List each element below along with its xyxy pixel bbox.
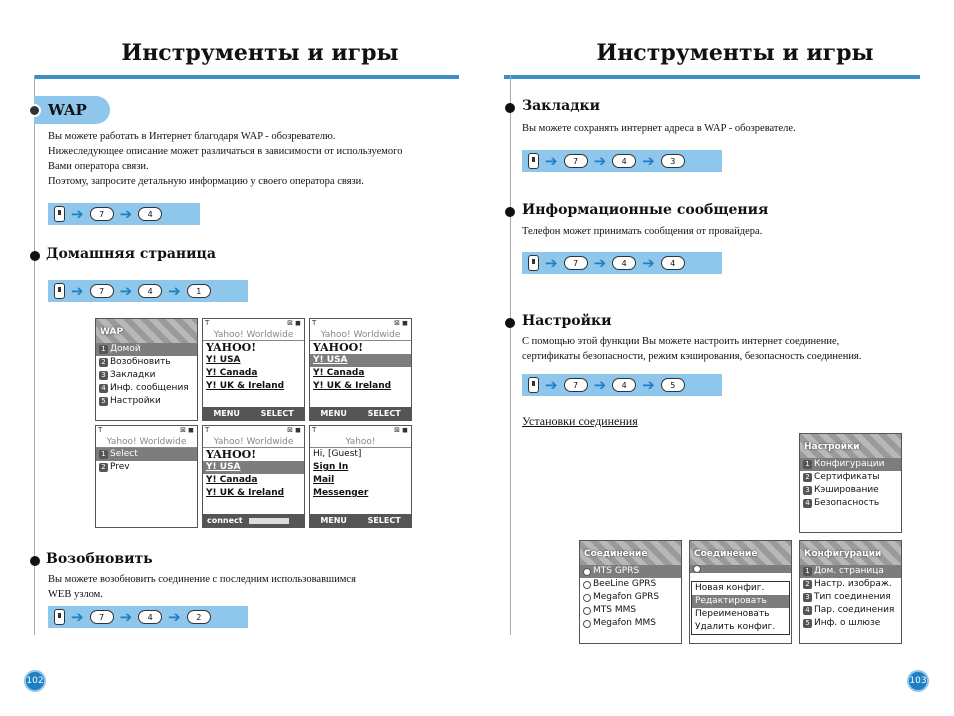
key-icon: 4	[138, 610, 162, 624]
page-number: 103	[907, 670, 929, 692]
key-sequence	[522, 252, 722, 274]
link-item[interactable]: Y! UK & Ireland	[313, 381, 392, 391]
connection-settings-title: Установки соединения	[522, 414, 638, 428]
key-icon: 7	[90, 610, 114, 624]
left-title-rule	[34, 75, 459, 79]
progress-bar	[249, 518, 289, 524]
arrow-right-icon: ➔	[168, 607, 181, 626]
menu-item[interactable]: 4 Пар. соединения	[800, 604, 901, 617]
connection-item[interactable]: MTS GPRS	[580, 565, 681, 578]
resume-text	[48, 572, 356, 602]
option-item[interactable]: Редактировать	[692, 595, 789, 608]
bullet-icon	[30, 251, 40, 261]
settings-text	[522, 334, 861, 364]
link-item[interactable]: Messenger	[313, 488, 369, 498]
key-sequence	[522, 150, 722, 172]
status-bar: T ⊠ ◼	[205, 426, 301, 434]
bullet-icon	[28, 104, 41, 117]
softkey-bar	[310, 407, 411, 420]
menu-key-icon	[54, 609, 65, 625]
link-item[interactable]: Y! Canada	[206, 368, 258, 378]
arrow-right-icon: ➔	[545, 253, 558, 272]
arrow-right-icon: ➔	[593, 253, 607, 272]
link-item[interactable]: Y! UK & Ireland	[206, 381, 285, 391]
page-title-bar: Yahoo! Worldwide	[203, 329, 304, 341]
connection-options-screen	[689, 540, 792, 644]
page-title-bar: Yahoo! Worldwide	[310, 329, 411, 341]
right-title-rule	[504, 75, 920, 79]
yahoo-popup-screen	[95, 425, 198, 528]
yahoo-signin-screen	[309, 425, 412, 528]
arrow-right-icon: ➔	[119, 204, 133, 223]
key-sequence	[48, 203, 200, 225]
key-icon: 4	[612, 378, 636, 392]
text-line: WEB узлом.	[48, 589, 103, 600]
option-item[interactable]: Переименовать	[695, 609, 770, 619]
arrow-right-icon: ➔	[593, 375, 607, 394]
softkey-select[interactable]: SELECT	[367, 516, 401, 525]
bookmarks-heading: Закладки	[522, 98, 601, 114]
arrow-right-icon: ➔	[593, 151, 607, 170]
softkey-select[interactable]: SELECT	[260, 409, 294, 418]
right-margin-line	[510, 75, 511, 635]
softkey-menu[interactable]: MENU	[213, 409, 240, 418]
menu-item[interactable]: 3 Тип соединения	[800, 591, 901, 604]
screen-header: WAP	[96, 319, 197, 343]
key-sequence	[48, 280, 248, 302]
left-page-title: Инструменты и игры	[121, 40, 399, 66]
intro-line: Нижеследующее описание может различаться в зависимости от используемого	[48, 146, 403, 157]
yahoo-screen	[202, 318, 305, 421]
menu-item[interactable]: 3 Кэширование	[800, 484, 901, 497]
connection-item[interactable]: MTS MMS	[580, 604, 681, 617]
right-page-title: Инструменты и игры	[596, 40, 874, 66]
settings-menu-screen	[799, 433, 902, 533]
key-icon: 4	[661, 256, 685, 270]
info-messages-text: Телефон может принимать сообщения от провайдера.	[522, 226, 763, 237]
yahoo-logo: YAHOO!	[313, 341, 364, 354]
menu-item[interactable]: 3 Закладки	[96, 369, 197, 382]
status-bar: T ⊠ ◼	[312, 319, 408, 327]
connection-item[interactable]: Megafon GPRS	[580, 591, 681, 604]
connect-label: connect	[207, 516, 243, 525]
menu-key-icon	[528, 255, 539, 271]
screen-header: Соединение	[690, 541, 791, 565]
softkey-select[interactable]: SELECT	[367, 409, 401, 418]
text-line: С помощью этой функции Вы можете настроить интернет соединение,	[522, 336, 840, 347]
key-sequence	[48, 606, 248, 628]
connection-item[interactable]: BeeLine GPRS	[580, 578, 681, 591]
link-item[interactable]: Y! UK & Ireland	[206, 488, 285, 498]
arrow-right-icon: ➔	[168, 281, 181, 300]
key-icon: 1	[187, 284, 211, 298]
key-icon: 5	[661, 378, 685, 392]
key-icon: 7	[564, 378, 588, 392]
key-icon: 7	[90, 207, 114, 221]
options-popup	[691, 581, 790, 635]
key-icon: 7	[564, 256, 588, 270]
option-item[interactable]: 2 Prev	[96, 461, 197, 474]
wap-menu-screen	[95, 318, 198, 421]
connection-item-hidden	[690, 565, 791, 573]
menu-key-icon	[54, 206, 65, 222]
softkey-bar	[310, 514, 411, 527]
page-title-bar: Yahoo! Worldwide	[203, 436, 304, 448]
softkey-menu[interactable]: MENU	[320, 516, 347, 525]
key-icon: 2	[187, 610, 211, 624]
softkey-menu[interactable]: MENU	[320, 409, 347, 418]
option-item[interactable]: Удалить конфиг.	[695, 622, 776, 632]
bullet-icon	[505, 207, 515, 217]
key-icon: 4	[138, 284, 162, 298]
menu-item[interactable]: 2 Возобновить	[96, 356, 197, 369]
menu-item[interactable]: 5 Настройки	[96, 395, 197, 408]
connection-item[interactable]: Megafon MMS	[580, 617, 681, 630]
menu-item[interactable]: 1 Конфигурации	[800, 458, 901, 471]
softkey-bar	[203, 407, 304, 420]
link-item[interactable]: Y! USA	[310, 354, 411, 367]
key-icon: 7	[90, 284, 114, 298]
menu-item[interactable]: 5 Инф. о шлюзе	[800, 617, 901, 630]
connect-bar	[203, 514, 304, 527]
status-bar: T ⊠ ◼	[312, 426, 408, 434]
menu-item[interactable]: 4 Безопасность	[800, 497, 901, 510]
text-line: Вы можете возобновить соединение с последним использовавшимся	[48, 574, 356, 585]
info-messages-heading: Информационные сообщения	[522, 202, 769, 218]
resume-heading: Возобновить	[46, 551, 153, 567]
key-icon: 3	[661, 154, 685, 168]
bullet-icon	[505, 318, 515, 328]
arrow-right-icon: ➔	[71, 281, 84, 300]
bookmarks-text: Вы можете сохранять интернет адреса в WAP - обозревателе.	[522, 123, 796, 134]
key-icon: 4	[138, 207, 162, 221]
wap-heading: WAP	[48, 101, 87, 119]
intro-line: Вы можете работать в Интернет благодаря WAP - обозревателю.	[48, 131, 336, 142]
left-margin-line	[34, 75, 35, 635]
menu-key-icon	[528, 377, 539, 393]
key-sequence	[522, 374, 722, 396]
arrow-right-icon: ➔	[545, 151, 558, 170]
text-line: сертификаты безопасности, режим кэширования, безопасность соединения.	[522, 351, 862, 362]
arrow-right-icon: ➔	[119, 607, 133, 626]
menu-item[interactable]: 1 Дом. страница	[800, 565, 901, 578]
arrow-right-icon: ➔	[545, 375, 558, 394]
status-bar: T ⊠ ◼	[205, 319, 301, 327]
menu-item[interactable]: 1 Домой	[96, 343, 197, 356]
link-item[interactable]: Y! Canada	[313, 368, 365, 378]
bullet-icon	[30, 556, 40, 566]
key-icon: 4	[612, 256, 636, 270]
link-item[interactable]: Y! USA	[203, 461, 304, 474]
yahoo-screen	[202, 425, 305, 528]
intro-line: Вами оператора связи.	[48, 161, 149, 172]
arrow-right-icon: ➔	[642, 151, 655, 170]
menu-item[interactable]: 2 Настр. изображ.	[800, 578, 901, 591]
configuration-menu-screen	[799, 540, 902, 644]
screen-header: Соединение	[580, 541, 681, 565]
menu-item[interactable]: 4 Инф. сообщения	[96, 382, 197, 395]
link-item[interactable]: Mail	[313, 475, 335, 485]
key-icon: 7	[564, 154, 588, 168]
arrow-right-icon: ➔	[642, 375, 655, 394]
yahoo-logo: YAHOO!	[206, 341, 257, 354]
wap-intro	[48, 129, 402, 189]
greeting: Hi, [Guest]	[313, 449, 362, 459]
link-item[interactable]: Y! USA	[206, 355, 241, 365]
home-heading: Домашняя страница	[46, 246, 216, 262]
menu-item[interactable]: 2 Сертификаты	[800, 471, 901, 484]
yahoo-screen	[309, 318, 412, 421]
arrow-right-icon: ➔	[642, 253, 655, 272]
menu-key-icon	[54, 283, 65, 299]
screen-header: Настройки	[800, 434, 901, 458]
link-item[interactable]: Sign In	[313, 462, 349, 472]
settings-heading: Настройки	[522, 313, 612, 329]
screen-header: Конфигурации	[800, 541, 901, 565]
status-bar: T ⊠ ◼	[98, 426, 194, 434]
arrow-right-icon: ➔	[71, 607, 84, 626]
arrow-right-icon: ➔	[119, 281, 133, 300]
page-number: 102	[24, 670, 46, 692]
page-title-bar: Yahoo!	[310, 436, 411, 448]
intro-line: Поэтому, запросите детальную информацию у своего оператора связи.	[48, 176, 364, 187]
connection-list-screen	[579, 540, 682, 644]
key-icon: 4	[612, 154, 636, 168]
option-item[interactable]: Новая конфиг.	[695, 583, 765, 593]
page-title-bar: Yahoo! Worldwide	[96, 436, 197, 448]
yahoo-logo: YAHOO!	[206, 448, 257, 461]
arrow-right-icon: ➔	[71, 204, 84, 223]
link-item[interactable]: Y! Canada	[206, 475, 258, 485]
bullet-icon	[505, 103, 515, 113]
menu-key-icon	[528, 153, 539, 169]
option-item[interactable]: 1 Select	[96, 448, 197, 461]
